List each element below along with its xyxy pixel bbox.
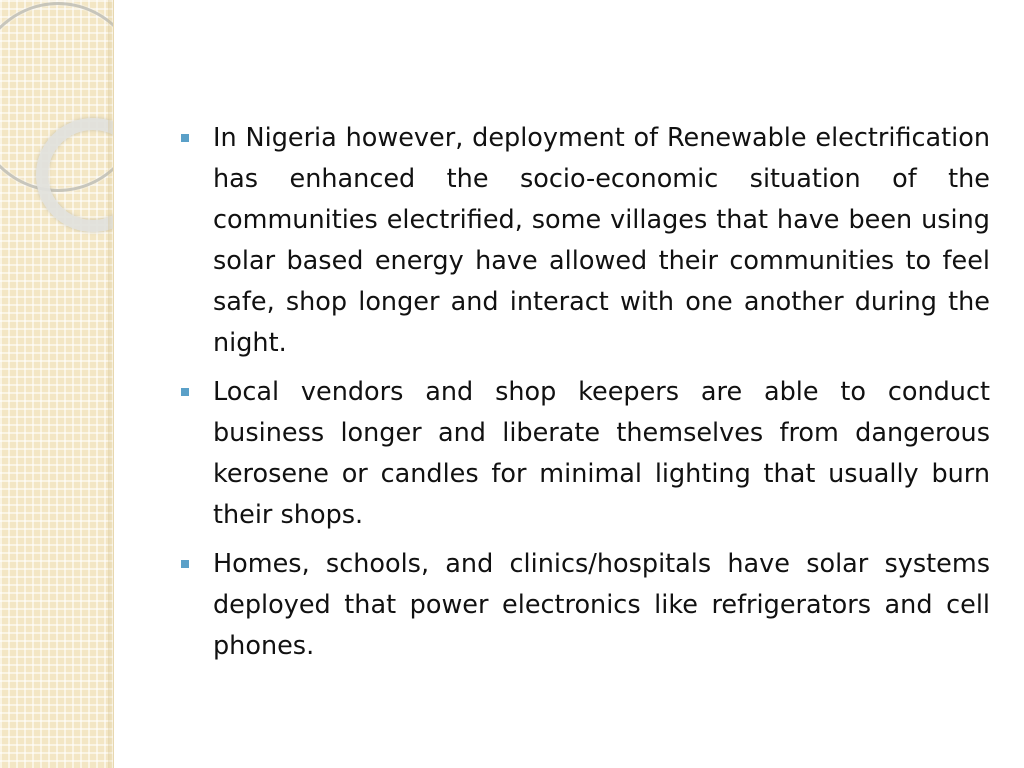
side-panel-shadow — [108, 0, 114, 768]
square-bullet-icon — [181, 388, 189, 396]
bullet-item-2 — [180, 372, 990, 536]
slide-body — [180, 118, 990, 675]
bullet-item-1 — [180, 118, 990, 364]
bullet-list — [180, 118, 990, 667]
square-bullet-icon — [181, 134, 189, 142]
bullet-text: Local vendors and shop keepers are able to conduct business longer and liberate themselves from dangerous kerosene or candles for minimal lighting that usually burn their shops. — [213, 377, 990, 530]
square-bullet-icon — [181, 560, 189, 568]
bullet-item-3 — [180, 544, 990, 667]
bullet-text: In Nigeria however, deployment of Renewable electrification has enhanced the socio-economic situation of the communities electrified, some villages that have been using solar based energy have allowed their communities to feel safe, shop longer and interact with one another during the night. — [213, 123, 990, 358]
decorative-side-panel — [0, 0, 114, 768]
bullet-text: Homes, schools, and clinics/hospitals have solar systems deployed that power electronics like refrigerators and cell phones. — [213, 549, 990, 661]
